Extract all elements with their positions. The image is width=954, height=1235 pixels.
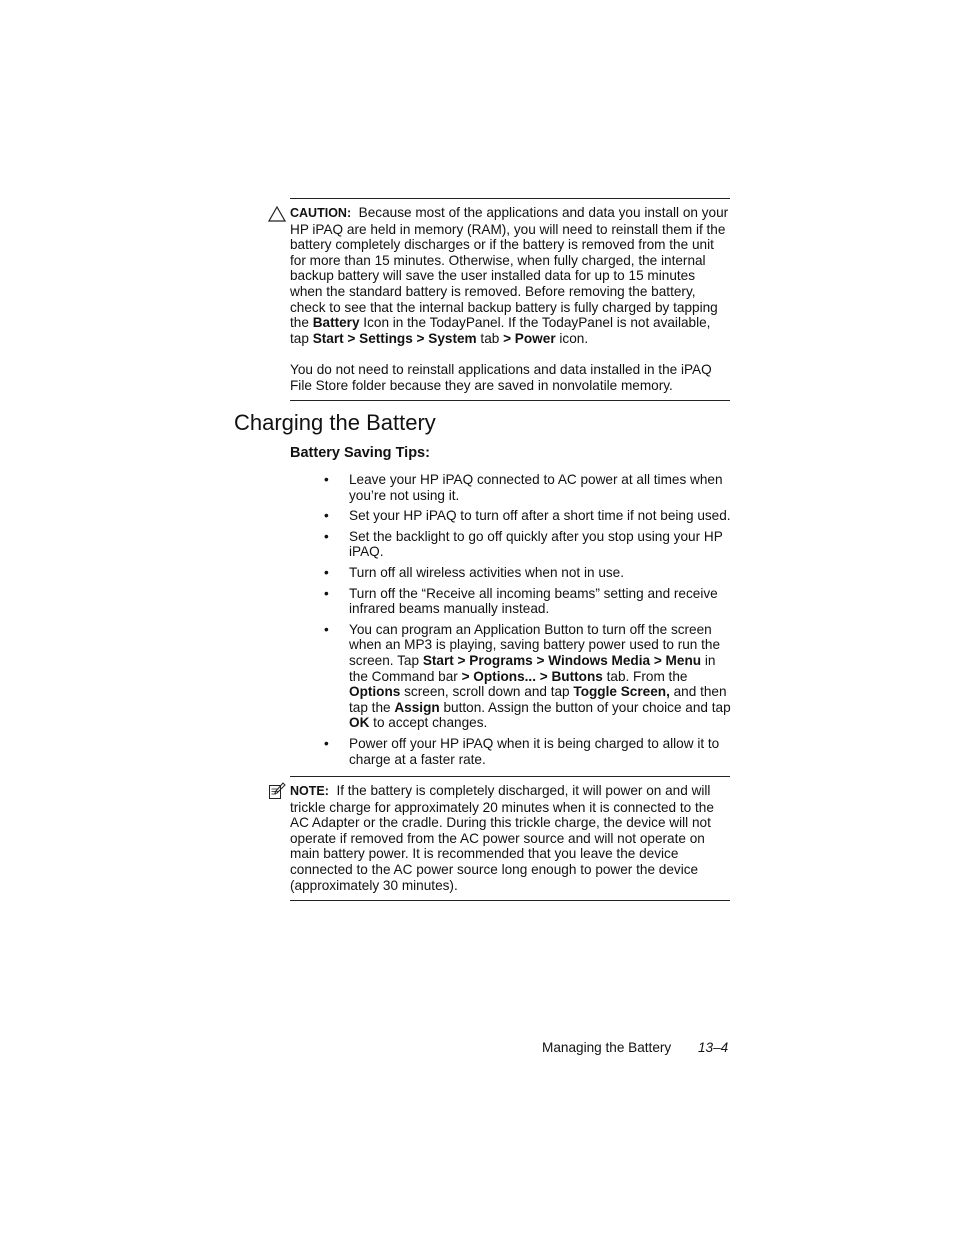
caution-text-run: > Power (503, 330, 556, 346)
tips-list (290, 472, 735, 772)
tip-text-run: Toggle Screen, (573, 684, 670, 700)
tip-text-run: to accept changes. (369, 715, 488, 731)
tip-text-run: in the Command bar (349, 652, 716, 684)
caution-text-run: Because most of the applications and data you install on your HP iPAQ are held in memory (RAM), you will need to reinstall them if the battery completely discharges or if the battery is removed from the unit for more than 15 minutes. Otherwise, when fully charged, the internal backup battery will save the user installed data for up to 15 minutes when the standard battery is removed. Before removing the battery, check to see that the internal backup battery is fully charged by tapping the (290, 205, 729, 331)
note-label: NOTE: (290, 784, 329, 798)
section-title: Charging the Battery (234, 410, 436, 435)
footer-chapter: Managing the Battery (542, 1040, 672, 1055)
tip-text-run: button. Assign the button of your choice and tap (439, 699, 731, 715)
tip-list-item (290, 472, 735, 503)
tip-text-run: You can program an Application Button to turn off the screen when an MP3 is playing, saving battery power used to run the screen. Tap (349, 621, 721, 668)
tip-text-run: Start > Programs > Windows Media > Menu (422, 652, 702, 668)
tip-text-run: OK (349, 715, 370, 731)
tip-text-run: and then tap the (349, 684, 727, 715)
note-top-rule (290, 776, 730, 777)
tip-text-run: Set your HP iPAQ to turn off after a short time if not being used. (349, 508, 731, 524)
tip-list-item (290, 508, 735, 524)
tip-list-item (290, 565, 735, 581)
tip-text-run: Turn off all wireless activities when not in use. (349, 564, 625, 580)
tip-text-run: Assign (394, 699, 440, 715)
tip-list-item (290, 529, 735, 560)
caution-text-run: Start > Settings > System (312, 330, 477, 346)
tip-list-item (290, 622, 735, 731)
tip-text-run: > Options... > Buttons (461, 668, 603, 684)
tip-list-item (290, 586, 735, 617)
caution-block (290, 205, 730, 393)
tip-list-item (290, 736, 735, 767)
subheading: Battery Saving Tips: (290, 445, 430, 461)
caution-text-run: tab (476, 330, 504, 346)
caution-text-run: icon. (555, 330, 589, 346)
tip-text-run: screen, scroll down and tap (400, 684, 574, 700)
caution-top-rule (290, 198, 730, 199)
tip-text-run: Turn off the “Receive all incoming beams” setting and receive infrared beams manually instead. (349, 585, 718, 617)
tip-text-run: Options (349, 684, 401, 700)
caution-text-run: Battery (312, 315, 360, 331)
tip-text-run: Leave your HP iPAQ connected to AC power at all times when you’re not using it. (349, 472, 723, 503)
caution-paragraph (290, 205, 730, 346)
caution-text-run: Icon in the TodayPanel. If the TodayPanel is not available, tap (290, 315, 711, 346)
caution-text (290, 205, 728, 346)
tip-text-run: tab. From the (602, 668, 688, 684)
caution-label: CAUTION: (290, 206, 352, 220)
tip-text-run: Set the backlight to go off quickly after you stop using your HP iPAQ. (349, 528, 723, 560)
note-bottom-rule (290, 900, 730, 901)
footer-page-number: 13–4 (698, 1040, 729, 1055)
note-pencil-icon (268, 782, 286, 800)
tip-text-run: Power off your HP iPAQ when it is being charged to allow it to charge at a faster rate. (349, 735, 720, 767)
caution-bottom-rule (290, 400, 730, 401)
note-block (290, 783, 730, 893)
note-text: If the battery is completely discharged, it will power on and will trickle charge for approximately 20 minutes when it is connected to the AC Adapter or the cradle. During this trickle charge, the device will not operate if removed from the AC power source and will not operate on main battery power. It is recommended that you leave the device connected to the AC power source long enough to power the device (approximately 30 minutes). (290, 783, 714, 893)
caution-triangle-icon (268, 206, 286, 222)
caution-paragraph-2: You do not need to reinstall applications and data installed in the iPAQ File Store folder because they are saved in nonvolatile memory. (290, 361, 712, 393)
